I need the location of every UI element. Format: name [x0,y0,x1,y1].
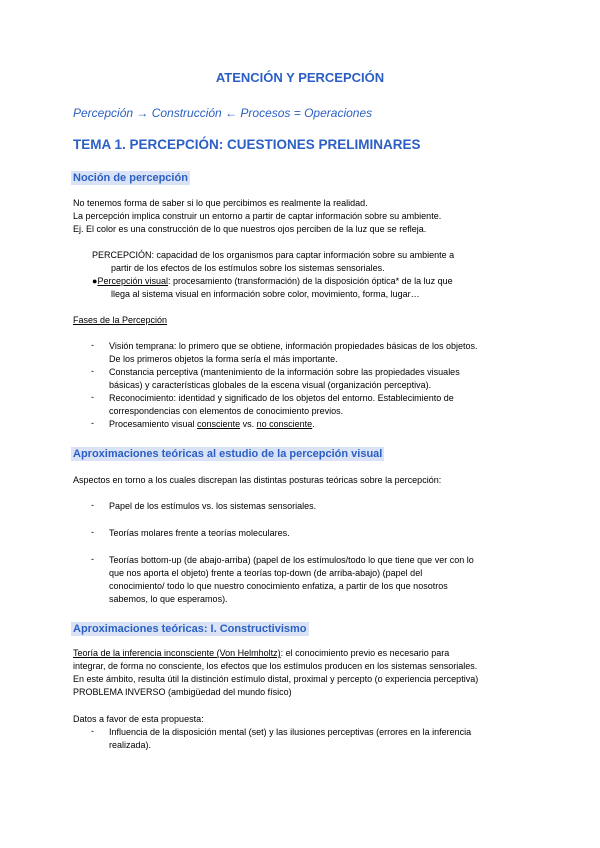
no-consciente-text: no consciente [256,419,313,429]
period-text: . [312,419,315,429]
dash-bullet: - [91,392,94,402]
datos-item-line-1: Influencia de la disposición mental (set) y las ilusiones perceptivas (errores en la inferencia [109,727,472,737]
construct-line-1 [73,647,449,660]
consciente-text: consciente [197,419,241,429]
construct-line-1-rest: : el conocimiento previo es necesario para [280,648,450,658]
document-subtitle: Percepción → Construcción ← Procesos = Operaciones [73,106,373,120]
datos-heading: Datos a favor de esta propuesta: [73,714,204,724]
fases-item-1-line-2: De los primeros objetos la forma sería el más importante. [109,354,338,364]
aprox-item-3-line-1: Teorías bottom-up (de abajo-arriba) (papel de los estímulos/todo lo que tiene que ver con lo [109,555,474,565]
tema-heading: TEMA 1. PERCEPCIÓN: CUESTIONES PRELIMINARES [73,137,421,152]
aprox-item-3-line-3: conocimiento/ todo lo que nuestro conocimiento enfatiza, a partir de los que nosotros [109,581,448,591]
section-heading-aproximaciones [71,444,384,462]
vs-text: vs. [240,419,257,429]
dash-bullet: - [91,366,94,376]
fases-item-2-line-2: básicas) y características globales de la escena visual (organización perceptiva). [109,380,432,390]
aprox-item-3-line-4: sabemos, lo que esperamos). [109,594,228,604]
section-heading-nocion [71,168,190,186]
bullet-icon: ● [92,276,98,286]
datos-item-line-2: realizada). [109,740,152,750]
construct-heading-text: Aproximaciones teóricas: I. Constructivismo [73,623,307,635]
construct-line-4: PROBLEMA INVERSO (ambigüedad del mundo físico) [73,687,292,697]
fases-item-4-prefix: Procesamiento visual [109,419,198,429]
dash-bullet: - [91,418,94,428]
construct-line-3: En este ámbito, resulta útil la distinción estímulo distal, proximal y percepto (o experiencia perceptiva) [73,674,479,684]
construct-line-2: integrar, de forma no consciente, los efectos que los estímulos producen en los sistemas sensoriales. [73,661,478,671]
def-visual-line-2: llega al sistema visual en información sobre color, movimiento, forma, lugar… [111,289,420,299]
nocion-line-3: Ej. El color es una construcción de lo que nuestros ojos perciben de la luz que se refleja. [73,224,427,234]
def-percepcion-line-1: PERCEPCIÓN: capacidad de los organismos para captar información sobre su ambiente a [92,250,455,260]
fases-item-1-line-1: Visión temprana: lo primero que se obtiene, información propiedades básicas de los objetos. [109,341,478,351]
def-percepcion-line-2: partir de los efectos de los estímulos sobre los sistemas sensoriales. [111,263,385,273]
dash-bullet: - [91,527,94,537]
document-title: ATENCIÓN Y PERCEPCIÓN [215,70,385,85]
fases-item-2-line-1: Constancia perceptiva (mantenimiento de la información sobre las propiedades visuales [109,367,460,377]
def-visual-rest: : procesamiento (transformación) de la disposición óptica* de la luz que [167,276,453,286]
aprox-heading-text: Aproximaciones teóricas al estudio de la percepción visual [73,448,383,460]
def-visual-line-1 [92,275,453,288]
dash-bullet: - [91,554,94,564]
aprox-item-3-line-2: que nos aporta el objeto) frente a teorías top-down (de arriba-abajo) (papel del [109,568,423,578]
teoria-inferencia-text: Teoría de la inferencia inconsciente (Von Helmholtz) [73,648,281,658]
fases-heading: Fases de la Percepción [73,315,168,325]
fases-item-3-line-2: correspondencias con elementos de conocimiento previos. [109,406,344,416]
aprox-item-2: Teorías molares frente a teorías moleculares. [109,528,290,538]
aprox-intro: Aspectos en torno a los cuales discrepan las distintas posturas teóricas sobre la percepción: [73,475,442,485]
fases-item-4 [109,418,315,431]
nocion-heading-text: Noción de percepción [73,172,188,184]
nocion-line-2: La percepción implica construir un entorno a partir de captar información sobre su ambiente. [73,211,442,221]
dash-bullet: - [91,340,94,350]
section-heading-constructivismo [71,619,309,637]
aprox-item-1: Papel de los estímulos vs. los sistemas sensoriales. [109,501,317,511]
dash-bullet: - [91,500,94,510]
dash-bullet: - [91,726,94,736]
def-visual-term: Percepción visual [97,276,168,286]
fases-item-3-line-1: Reconocimiento: identidad y significado de los objetos del entorno. Establecimiento de [109,393,454,403]
nocion-line-1: No tenemos forma de saber si lo que percibimos es realmente la realidad. [73,198,368,208]
